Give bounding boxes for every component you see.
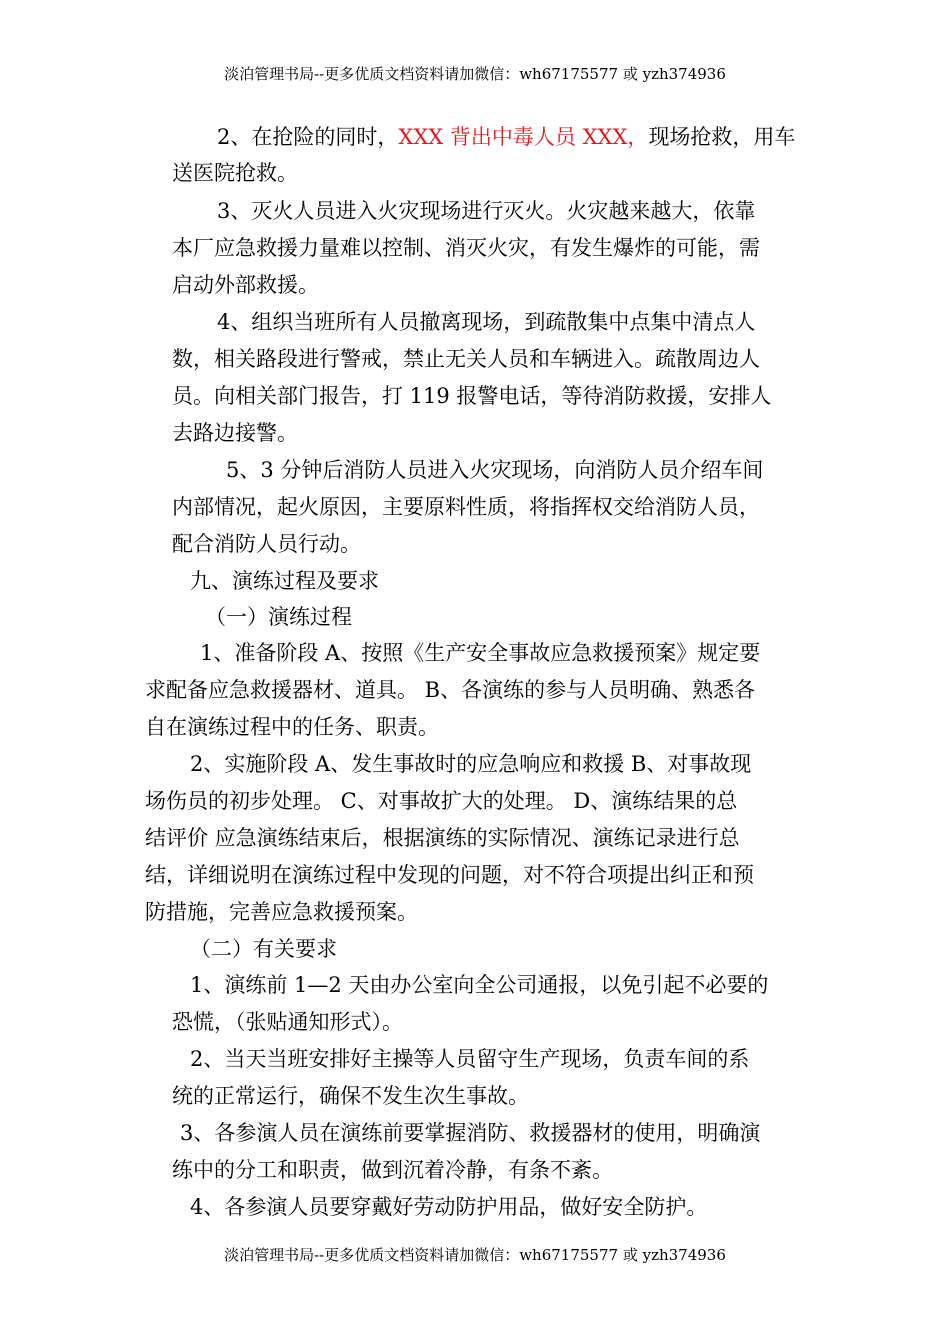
paragraph-4-line-3: 员。向相关部门报告，打 119 报警电话，等待消防救援，安排人 [172,384,772,408]
stage-2-line-3: 结评价 应急演练结束后，根据演练的实际情况、演练记录进行总 [145,826,740,850]
paragraph-5-line-3: 配合消防人员行动。 [172,532,361,556]
stage-1-line-3: 自在演练过程中的任务、职责。 [145,715,439,739]
paragraph-2-suffix: 现场抢救，用车 [648,125,796,149]
page-footer: 淡泊管理书局--更多优质文档资料请加微信：wh67175577 或 yzh374936 [224,1246,726,1264]
paragraph-3-line-2: 本厂应急救援力量难以控制、消灭火灾，有发生爆炸的可能，需 [172,236,760,260]
paragraph-3-line-3: 启动外部救援。 [172,273,319,297]
subsection-2-heading: （二）有关要求 [190,937,337,961]
paragraph-3-line-1: 3、灭火人员进入火灾现场进行灭火。火灾越来越大，依靠 [217,199,756,223]
requirement-3-line-1: 3、各参演人员在演练前要掌握消防、救援器材的使用，明确演 [180,1121,761,1145]
stage-1-line-1: 1、准备阶段 A、按照《生产安全事故应急救援预案》规定要 [200,641,761,665]
stage-2-line-4: 结，详细说明在演练过程中发现的问题，对不符合项提出纠正和预 [145,863,754,887]
requirement-2-line-1: 2、当天当班安排好主操等人员留守生产现场，负责车间的系 [190,1047,750,1071]
paragraph-2-highlight: XXX 背出中毒人员 XXX， [398,125,649,149]
paragraph-4-line-2: 数，相关路段进行警戒，禁止无关人员和车辆进入。疏散周边人 [172,347,760,371]
requirement-1-line-2: 恐慌，（张贴通知形式）。 [172,1010,403,1034]
paragraph-5-line-1: 5、3 分钟后消防人员进入火灾现场，向消防人员介绍车间 [226,458,764,482]
requirement-1-line-1: 1、演练前 1—2 天由办公室向全公司通报，以免引起不必要的 [190,973,769,997]
stage-1-line-2: 求配备应急救援器材、道具。 B、各演练的参与人员明确、熟悉各 [145,678,756,702]
paragraph-2-line-2: 送医院抢救。 [172,161,298,185]
page-header: 淡泊管理书局--更多优质文档资料请加微信：wh67175577 或 yzh374936 [224,65,726,83]
section-9-heading: 九、演练过程及要求 [190,569,379,593]
stage-2-line-2: 场伤员的初步处理。 C、对事故扩大的处理。 D、演练结果的总 [145,789,738,813]
paragraph-2-prefix: 2、在抢险的同时， [217,125,399,149]
requirement-2-line-2: 统的正常运行，确保不发生次生事故。 [172,1084,529,1108]
paragraph-2-line-1 [217,123,797,151]
requirement-4-line-1: 4、各参演人员要穿戴好劳动防护用品，做好安全防护。 [190,1195,708,1219]
stage-2-line-1: 2、实施阶段 A、发生事故时的应急响应和救援 B、对事故现 [190,752,752,776]
paragraph-5-line-2: 内部情况，起火原因，主要原料性质，将指挥权交给消防人员， [172,495,760,519]
requirement-3-line-2: 练中的分工和职责，做到沉着冷静，有条不紊。 [172,1158,613,1182]
subsection-1-heading: （一）演练过程 [205,605,352,629]
paragraph-4-line-1: 4、组织当班所有人员撤离现场，到疏散集中点集中清点人 [217,310,756,334]
stage-2-line-5: 防措施，完善应急救援预案。 [145,900,418,924]
paragraph-4-line-4: 去路边接警。 [172,421,298,445]
